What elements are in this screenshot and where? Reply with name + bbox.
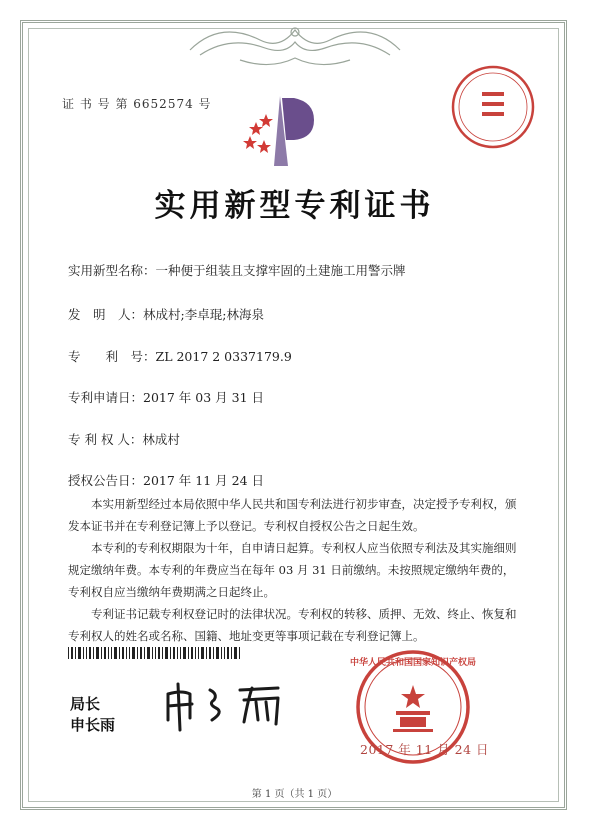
seal-date: 2017 年 11 月 24 日 [360, 742, 489, 757]
field-value: 林成村;李卓琨;林海泉 [143, 307, 264, 322]
field-inventor [68, 305, 264, 323]
certificate-number-label: 证 书 号 第 [62, 97, 129, 111]
field-label: 授权公告日： [68, 473, 144, 488]
field-value: 一种便于组装且支撑牢固的土建施工用警示牌 [155, 263, 406, 278]
page-indicator: 第 1 页（共 1 页） [251, 789, 338, 800]
certificate-number-value: 6652574 号 [133, 97, 212, 111]
small-seal-icon [448, 62, 538, 152]
field-filing-date [68, 388, 264, 406]
signer-name: 申长雨 [70, 716, 116, 734]
field-label: 专 利 号： [68, 349, 156, 364]
ornament-icon [180, 10, 410, 80]
signer-title: 局长 [70, 695, 101, 713]
body-paragraph: 本专利的专利权期限为十年，自申请日起算。专利权人应当依照专利法及其实施细则规定缴纳年费。本专利的年费应当在每年 03 月 31 日前缴纳。未按照规定缴纳年费的，专利权自应当缴纳年费期满之日起终止。 [68, 541, 517, 599]
field-value: ZL 2017 2 0337179.9 [155, 349, 292, 364]
field-label: 发 明 人： [68, 307, 144, 322]
page-title: 实用新型专利证书 [154, 188, 435, 224]
field-patent-number [68, 347, 292, 365]
svg-text:中华人民共和国国家知识产权局: 中华人民共和国国家知识产权局 [349, 658, 477, 668]
certificate-body [68, 493, 518, 647]
handwritten-signature-icon [160, 680, 290, 732]
field-value: 林成村 [142, 432, 180, 447]
field-value: 2017 年 11 月 24 日 [143, 473, 265, 488]
body-paragraph: 专利证书记载专利权登记时的法律状况。专利权的转移、质押、无效、终止、恢复和专利权人的姓名或名称、国籍、地址变更等事项记载在专利登记簿上。 [68, 607, 517, 643]
barcode-icon [68, 647, 240, 659]
field-patentee [68, 430, 180, 448]
patent-office-logo-icon [242, 92, 324, 168]
certificate-number [62, 95, 212, 112]
field-value: 2017 年 03 月 31 日 [143, 390, 265, 405]
body-paragraph: 本实用新型经过本局依照中华人民共和国专利法进行初步审查，决定授予专利权，颁发本证书并在专利登记簿上予以登记。专利权自授权公告之日起生效。 [68, 497, 517, 533]
field-grant-date [68, 471, 264, 489]
field-label: 实用新型名称： [68, 263, 156, 278]
field-label: 专 利 权 人： [68, 432, 143, 447]
field-label: 专利申请日： [68, 390, 144, 405]
field-utility-model-name [68, 261, 406, 279]
